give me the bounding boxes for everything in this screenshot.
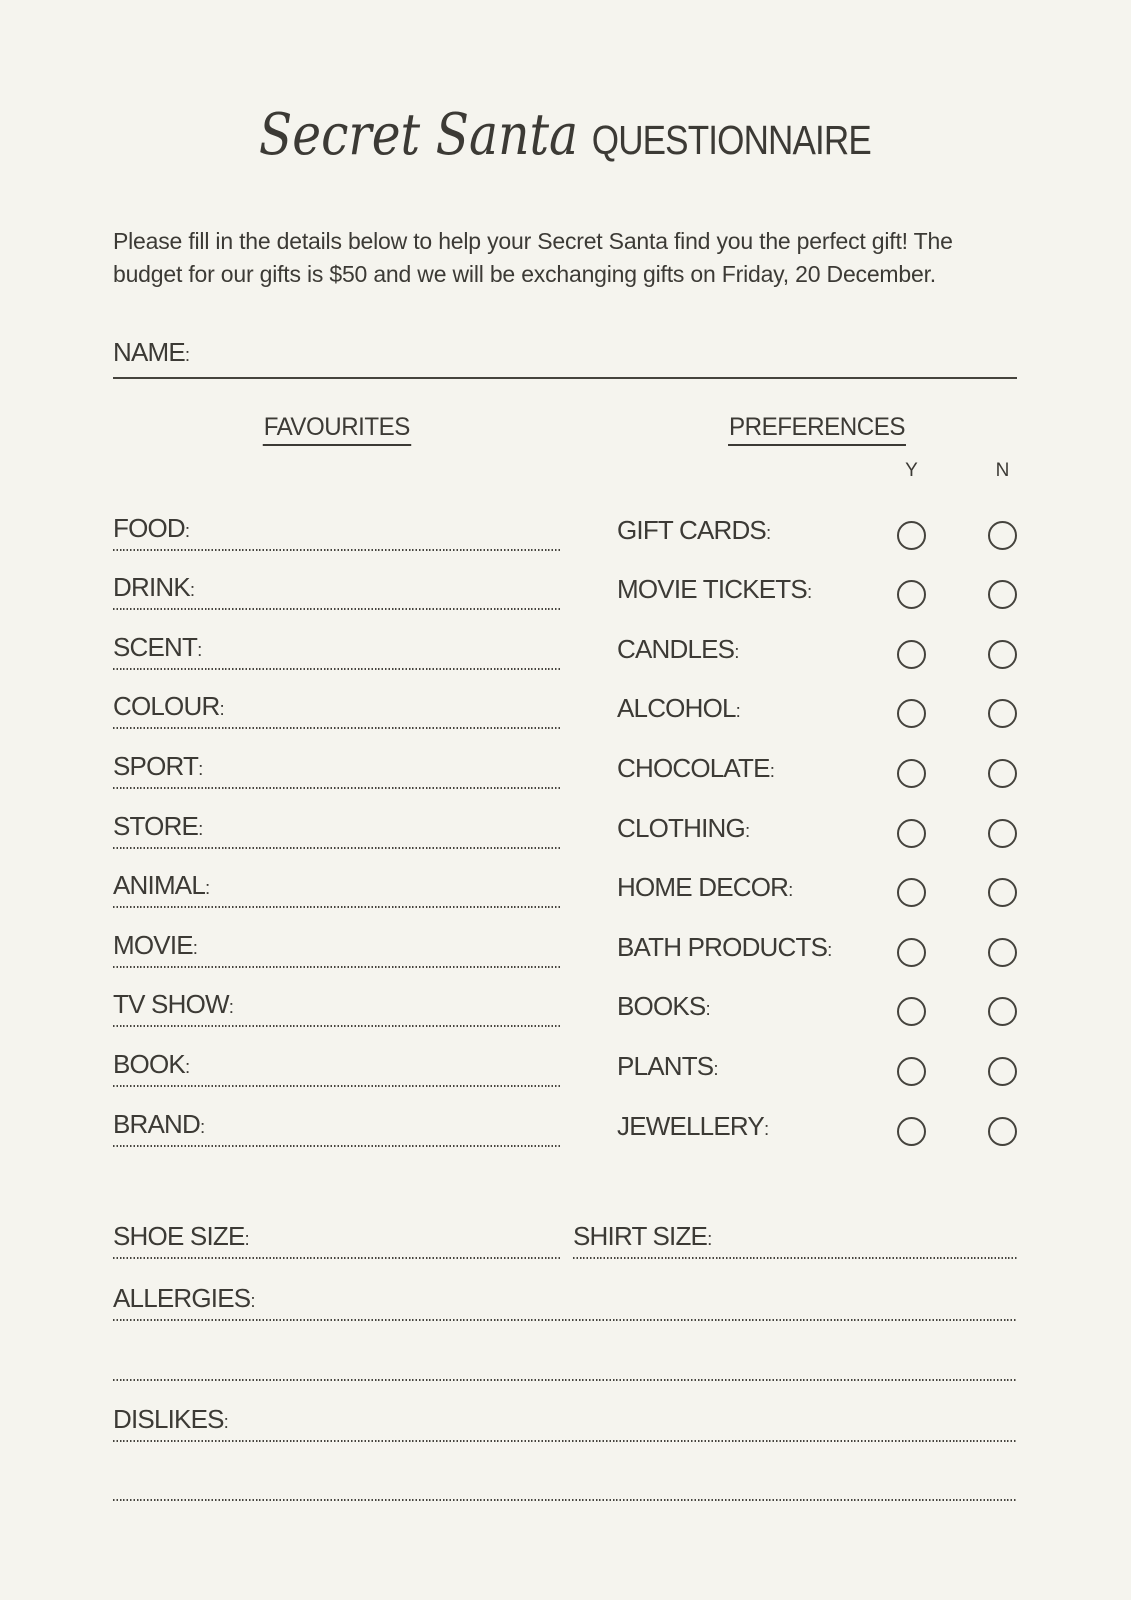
candles-label: CANDLES:	[617, 633, 739, 664]
dislikes-extra-line[interactable]	[113, 1499, 1017, 1501]
plants-no-circle[interactable]	[988, 1057, 1017, 1086]
field-row-colour	[113, 670, 560, 730]
pref-row-books	[617, 968, 1017, 1028]
yn-spacer	[617, 460, 897, 482]
scent-label: SCENT:	[113, 631, 202, 662]
dislikes-input-line[interactable]	[113, 1440, 1017, 1442]
shoe-size-label: SHOE SIZE:	[113, 1220, 249, 1251]
field-row-movie	[113, 908, 560, 968]
alcohol-label: ALCOHOL:	[617, 693, 741, 724]
pref-row-candles	[617, 610, 1017, 670]
sizes-section	[113, 1199, 1017, 1259]
clothing-no-circle[interactable]	[988, 819, 1017, 848]
movie-tickets-no-circle[interactable]	[988, 580, 1017, 609]
drink-input-line[interactable]	[113, 608, 560, 610]
candles-yes-circle[interactable]	[897, 640, 926, 669]
alcohol-no-circle[interactable]	[988, 699, 1017, 728]
gift-cards-yes-circle[interactable]	[897, 521, 926, 550]
bath-products-label: BATH PRODUCTS:	[617, 931, 832, 962]
colour-input-line[interactable]	[113, 727, 560, 729]
field-row-animal	[113, 849, 560, 909]
field-row-allergies	[113, 1259, 1017, 1321]
field-row-book	[113, 1027, 560, 1087]
chocolate-label: CHOCOLATE:	[617, 752, 775, 783]
food-input-line[interactable]	[113, 549, 560, 551]
no-column-header: N	[995, 460, 1010, 481]
pref-row-jewellery	[617, 1087, 1017, 1147]
home-decor-no-circle[interactable]	[988, 878, 1017, 907]
pref-row-clothing	[617, 789, 1017, 849]
animal-input-line[interactable]	[113, 906, 560, 908]
brand-input-line[interactable]	[113, 1145, 560, 1147]
brand-label: BRAND:	[113, 1108, 205, 1139]
scent-input-line[interactable]	[113, 668, 560, 670]
preferences-heading: PREFERENCES	[617, 413, 1017, 446]
name-label: NAME:	[113, 337, 190, 367]
pref-row-gift-cards	[617, 491, 1017, 551]
shirt-size-input-line[interactable]	[573, 1257, 1017, 1259]
jewellery-no-circle[interactable]	[988, 1117, 1017, 1146]
preferences-column	[617, 413, 1017, 1147]
colour-label: COLOUR:	[113, 691, 224, 722]
shoe-size-input-line[interactable]	[113, 1257, 560, 1259]
sport-label: SPORT:	[113, 750, 203, 781]
store-input-line[interactable]	[113, 847, 560, 849]
alcohol-yes-circle[interactable]	[897, 699, 926, 728]
plants-yes-circle[interactable]	[897, 1057, 926, 1086]
title-script-text: Secret Santa	[259, 102, 579, 168]
pref-row-chocolate	[617, 729, 1017, 789]
drink-label: DRINK:	[113, 572, 195, 603]
yes-column-header: Y	[905, 460, 918, 481]
field-row-store	[113, 789, 560, 849]
tv-show-input-line[interactable]	[113, 1025, 560, 1027]
yes-no-header-row	[617, 460, 1017, 482]
shirt-size-label: SHIRT SIZE:	[573, 1220, 712, 1251]
favourites-column	[113, 413, 560, 1147]
book-label: BOOK:	[113, 1048, 190, 1079]
field-row-shoe-size	[113, 1199, 560, 1259]
pref-row-alcohol	[617, 670, 1017, 730]
movie-tickets-label: MOVIE TICKETS:	[617, 574, 812, 605]
columns-section	[113, 413, 1017, 1147]
gift-cards-no-circle[interactable]	[988, 521, 1017, 550]
title-caps-text: QUESTIONNAIRE	[591, 117, 871, 163]
intro-paragraph	[113, 225, 1017, 291]
jewellery-label: JEWELLERY:	[617, 1110, 769, 1141]
books-no-circle[interactable]	[988, 997, 1017, 1026]
pref-row-movie-tickets	[617, 551, 1017, 611]
book-input-line[interactable]	[113, 1085, 560, 1087]
movie-input-line[interactable]	[113, 966, 560, 968]
clothing-label: CLOTHING:	[617, 812, 750, 843]
page-title	[113, 0, 1017, 185]
favourites-heading: FAVOURITES	[113, 413, 560, 446]
allergies-input-line[interactable]	[113, 1319, 1017, 1321]
field-row-sport	[113, 729, 560, 789]
animal-label: ANIMAL:	[113, 870, 210, 901]
sport-input-line[interactable]	[113, 787, 560, 789]
field-row-tv-show	[113, 968, 560, 1028]
store-label: STORE:	[113, 810, 203, 841]
dislikes-label: DISLIKES:	[113, 1403, 229, 1434]
candles-no-circle[interactable]	[988, 640, 1017, 669]
pref-row-plants	[617, 1027, 1017, 1087]
shirt-size-field	[573, 1199, 1017, 1259]
home-decor-yes-circle[interactable]	[897, 878, 926, 907]
bath-products-no-circle[interactable]	[988, 938, 1017, 967]
books-yes-circle[interactable]	[897, 997, 926, 1026]
allergies-label: ALLERGIES:	[113, 1282, 255, 1313]
intro-line-1: Please fill in the details below to help your Secret Santa find you the perfect gift! The	[113, 228, 953, 254]
field-row-scent	[113, 610, 560, 670]
shoe-size-field	[113, 1199, 560, 1259]
bath-products-yes-circle[interactable]	[897, 938, 926, 967]
chocolate-yes-circle[interactable]	[897, 759, 926, 788]
movie-label: MOVIE:	[113, 929, 198, 960]
pref-row-home-decor	[617, 849, 1017, 909]
field-row-dislikes	[113, 1381, 1017, 1442]
preferences-rows	[617, 491, 1017, 1147]
food-label: FOOD:	[113, 512, 190, 543]
favourites-fields	[113, 491, 560, 1147]
movie-tickets-yes-circle[interactable]	[897, 580, 926, 609]
tv-show-label: TV SHOW:	[113, 989, 234, 1020]
plants-label: PLANTS:	[617, 1050, 718, 1081]
chocolate-no-circle[interactable]	[988, 759, 1017, 788]
books-label: BOOKS:	[617, 991, 710, 1022]
home-decor-label: HOME DECOR:	[617, 872, 793, 903]
field-row-drink	[113, 551, 560, 611]
pref-row-bath-products	[617, 908, 1017, 968]
field-row-shirt-size	[573, 1199, 1017, 1259]
field-row-brand	[113, 1087, 560, 1147]
clothing-yes-circle[interactable]	[897, 819, 926, 848]
page-title-inner	[259, 100, 871, 185]
field-row-food	[113, 491, 560, 551]
name-field[interactable]	[113, 337, 1017, 379]
intro-line-2: budget for our gifts is $50 and we will be exchanging gifts on Friday, 20 December.	[113, 261, 936, 287]
gift-cards-label: GIFT CARDS:	[617, 514, 771, 545]
jewellery-yes-circle[interactable]	[897, 1117, 926, 1146]
